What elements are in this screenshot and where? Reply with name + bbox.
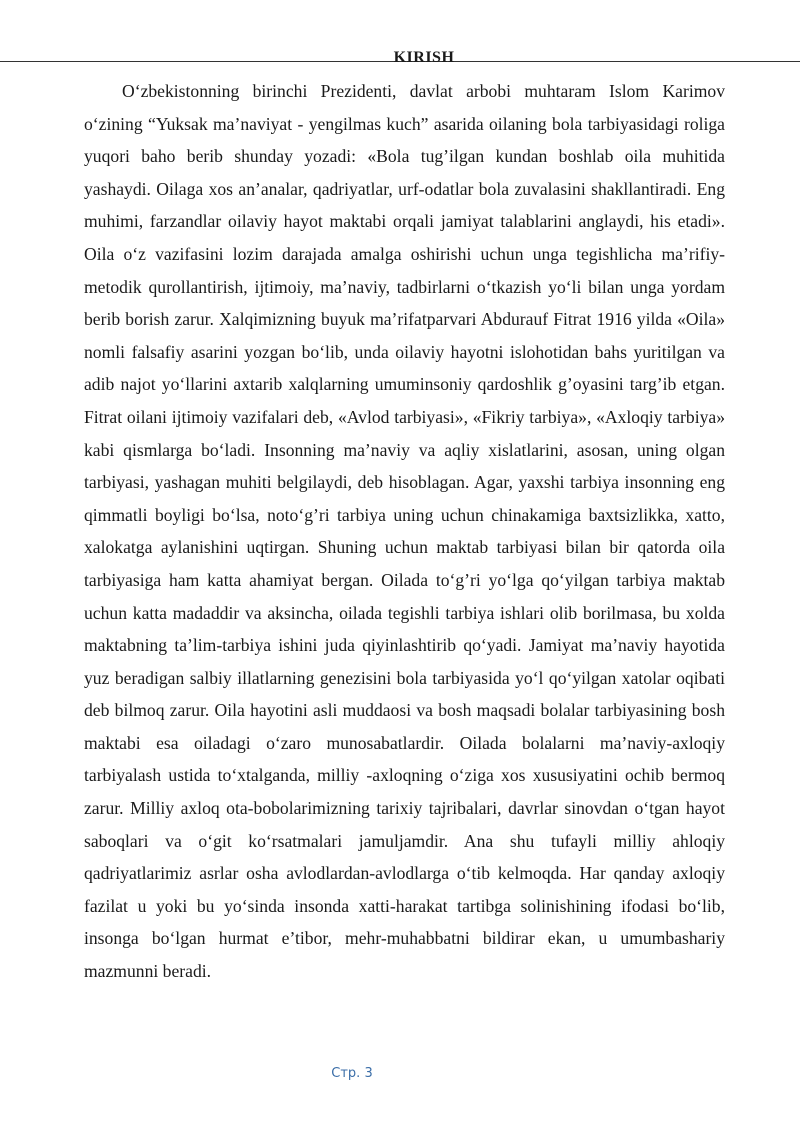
body-paragraph: O‘zbekistonning birinchi Prezidenti, davlat arbobi muhtaram Islom Karimov o‘zining “Yuksak ma’naviyat - yengilmas kuch” asarida oilaning bola tarbiyasidagi roliga yuqori baho berib shunday yozadi: «Bola tug’ilgan kundan boshlab oila muhitida yashaydi. Oilaga xos an’analar, qadriyatlar, urf-odatlar bola zuvalasini shakllantiradi. Eng muhimi, farzandlar oilaviy hayot maktabi orqali jamiyat talablarini anglaydi, his etadi». Oila o‘z vazifasini lozim darajada amalga oshirishi uchun unga tegishlicha ma’rifiy-metodik qurollantirish, ijtimoiy, ma’naviy, tadbirlarni o‘tkazish yo‘li bilan unga yordam berib borish zarur. Xalqimizning buyuk ma’rifatparvari Abdurauf Fitrat 1916 yilda «Oila» nomli falsafiy asarini yozgan bo‘lib, unda oilaviy hayotni islohotidan bahs yuritilgan va adib najot yo‘llarini axtarib xalqlarning umuminsoniy qardoshlik g’oyasini targ’ib etgan. Fitrat oilani ijtimoiy vazifalari deb, «Avlod tarbiyasi», «Fikriy tarbiya», «Axloqiy tarbiya» kabi qismlarga bo‘ladi. Insonning ma’naviy va aqliy xislatlarini, asosan, uning olgan tarbiyasi, yashagan muhiti belgilaydi, deb hisoblagan. Agar, yaxshi tarbiya insonning eng qimmatli boyligi bo‘lsa, noto‘g’ri tarbiya uning uchun chinakamiga baxtsizlikka, xatto, xalokatga aylanishini uqtirgan. Shuning uchun maktab tarbiyasi bilan bir qatorda oila tarbiyasiga ham katta ahamiyat bergan. Oilada to‘g’ri yo‘lga qo‘yilgan tarbiya maktab uchun katta madaddir va aksincha, oilada tegishli tarbiya ishlari olib borilmasa, bu xolda maktabning ta’lim-tarbiya ishini juda qiyinlashtirib qo‘yadi. Jamiyat ma’naviy hayotida yuz beradigan salbiy illatlarning genezisini bola tarbiyasida yo‘l qo‘yilgan xatolar oqibati deb bilmoq zarur. Oila hayotini asli muddaosi va bosh maqsadi bolalar tarbiyasining bosh maktabi esa oiladagi o‘zaro munosabatlardir. Oilada bolalarni ma’naviy-axloqiy tarbiyalash ustida to‘xtalganda, milliy -axloqning o‘ziga xos xususiyatini ochib bermoq zarur. Milliy axloq ota-bobolarimizning tarixiy tajribalari, davrlar sinovdan o‘tgan hayot saboqlari va o‘git ko‘rsatmalari jamuljamdir. Ana shu tufayli milliy ahloqiy qadriyatlarimiz asrlar osha avlodlardan-avlodlarga o‘tib kelmoqda. Har qanday axloqiy fazilat u yoki bu yo‘sinda insonda xatti-harakat tartibga solinishining ifodasi bo‘lib, insonga bo‘lgan hurmat e’tibor, mehr-muhabbatni bildirar ekan, u umumbashariy mazmunni beradi. — [84, 81, 725, 982]
page-number: Стр. 3 — [331, 1066, 373, 1081]
page-title: KIRISH — [393, 49, 455, 66]
